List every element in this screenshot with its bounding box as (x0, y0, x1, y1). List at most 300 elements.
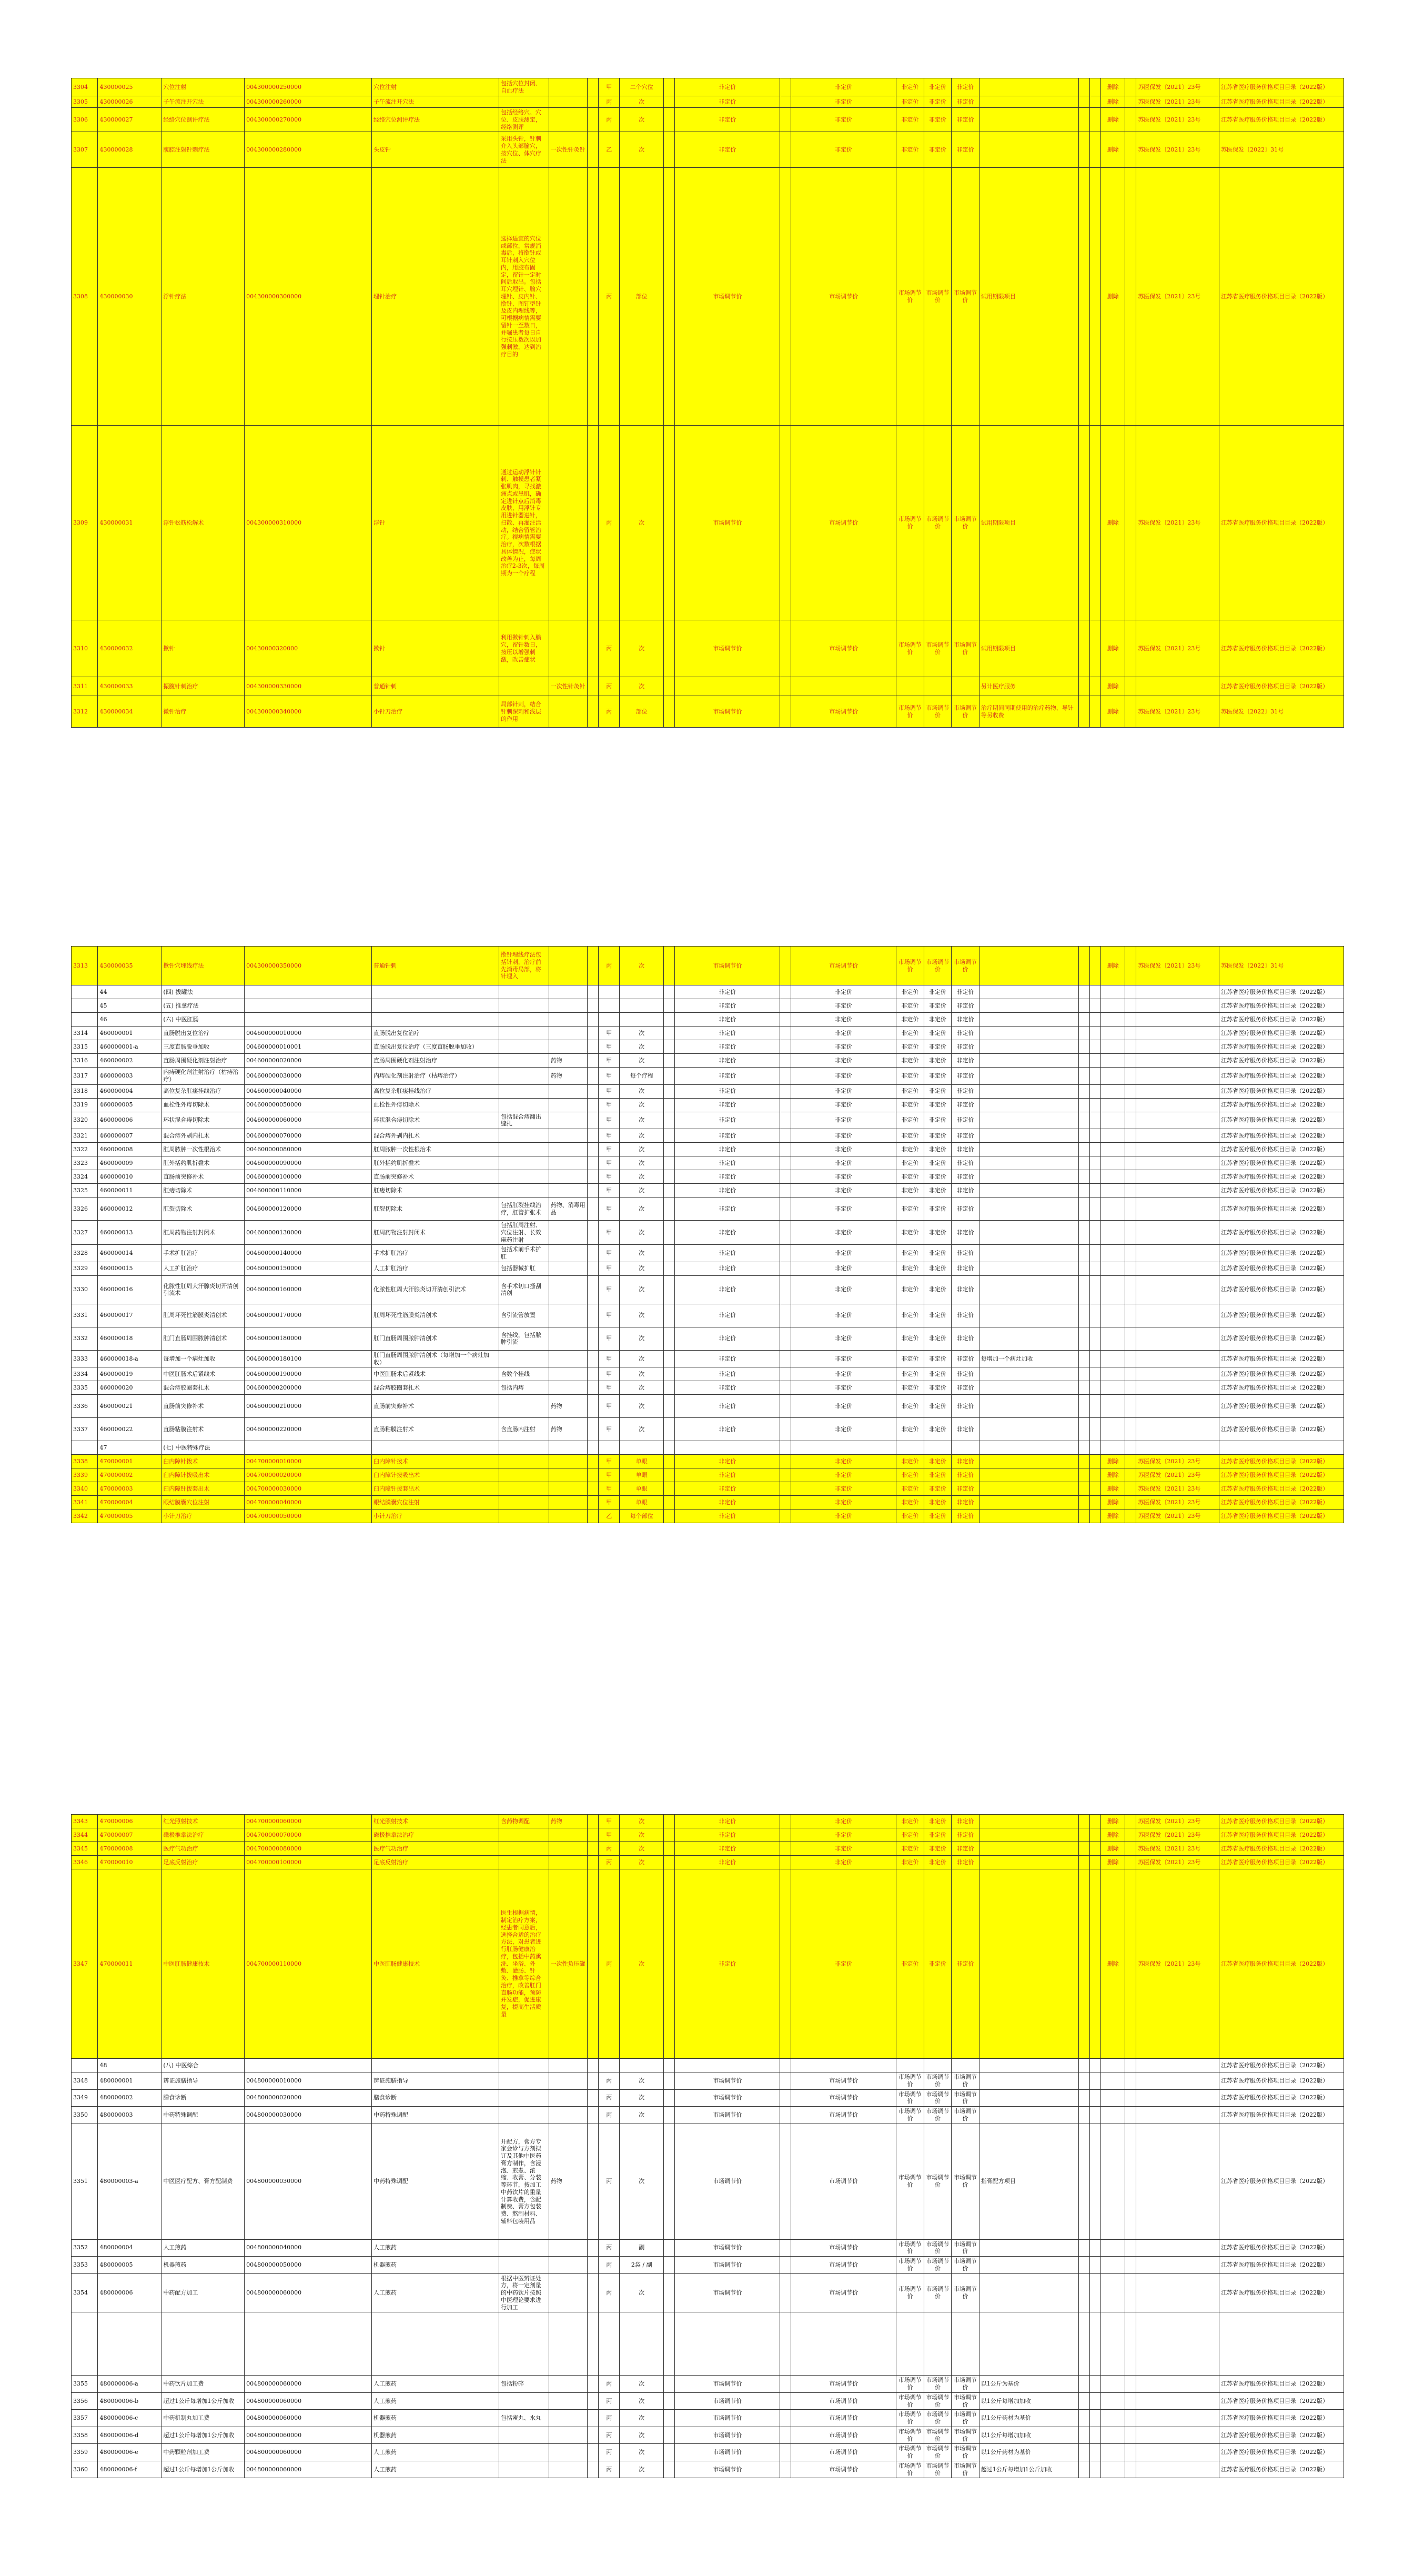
table-cell: 删除 (1101, 1482, 1125, 1496)
table-cell: 004600000150000 (245, 1262, 372, 1275)
table-cell: 3327 (72, 1221, 98, 1245)
table-cell: 一次性针灸针 (549, 132, 588, 168)
table-cell (549, 2392, 588, 2410)
table-cell: 次 (620, 2072, 664, 2090)
table-cell: 非定价 (924, 1221, 952, 1245)
table-cell (1125, 2273, 1136, 2312)
table-cell (979, 2257, 1078, 2274)
table-cell: 非定价 (675, 1156, 780, 1170)
table-cell: 460000016 (98, 1275, 161, 1304)
table-cell: 江苏省医疗服务价格项目目录（2022版） (1219, 426, 1344, 620)
table-cell: 非定价 (952, 96, 979, 108)
table-cell: 非定价 (896, 1418, 924, 1441)
table-cell (549, 1245, 588, 1262)
table-cell: 市场调节价 (952, 2461, 979, 2478)
table-cell (780, 1367, 791, 1381)
table-cell: 非定价 (924, 1350, 952, 1367)
table-cell: 江苏省医疗服务价格项目目录（2022版） (1219, 1869, 1344, 2059)
table-cell (1125, 985, 1136, 999)
table-cell (1101, 2376, 1125, 2393)
table-cell: 非定价 (896, 1482, 924, 1496)
table-row (72, 168, 1344, 426)
table-cell (1136, 2059, 1219, 2072)
table-cell (780, 1262, 791, 1275)
table-cell (664, 1815, 675, 1828)
table-cell: 删除 (1101, 1828, 1125, 1842)
table-cell (1136, 1381, 1219, 1395)
table-cell (1090, 1262, 1101, 1275)
table-cell (1136, 1418, 1219, 1441)
table-cell (599, 999, 620, 1013)
table-cell (549, 1170, 588, 1184)
table-cell: 包括经络穴、穴位、皮肤测定，经络测评 (499, 108, 549, 132)
table-cell: 医生根据病情，制定治疗方案，经患者同意后，选择合适的治疗方法，对患者进行肛肠健康治疗，包括中药熏洗、坐浴、外敷、灌肠、针灸、推拿等综合治疗，改善肛门直肠功能，预防并发症，促进康复，提高生活质量 (499, 1869, 549, 2059)
table-cell (1101, 1068, 1125, 1085)
table-cell (1136, 2427, 1219, 2444)
table-cell: 血栓性外痔切除术 (372, 1098, 499, 1112)
table-cell (1079, 2107, 1090, 2124)
table-cell: 非定价 (896, 1395, 924, 1418)
table-cell (1125, 1143, 1136, 1156)
table-cell: 指膏配方项目 (979, 2124, 1078, 2239)
table-cell (1090, 677, 1101, 696)
table-cell: 非定价 (952, 1510, 979, 1523)
table-cell (1125, 1129, 1136, 1143)
table-cell: 丙 (599, 677, 620, 696)
table-cell (780, 1054, 791, 1068)
table-cell (1101, 2427, 1125, 2444)
table-cell: 004700000100000 (245, 1856, 372, 1869)
table-cell: 3346 (72, 1856, 98, 1869)
table-cell: 环状混合痔切除术 (161, 1112, 245, 1129)
table-cell (979, 1815, 1078, 1828)
table-cell: 2袋 / 副 (620, 2257, 664, 2274)
table-row (72, 999, 1344, 1013)
table-cell (499, 1350, 549, 1367)
table-cell (499, 2257, 549, 2274)
table-cell: 小针刀治疗 (372, 696, 499, 728)
table-cell: 非定价 (896, 1084, 924, 1098)
table-cell (780, 1395, 791, 1418)
table-cell (549, 2107, 588, 2124)
table-cell (1079, 1143, 1090, 1156)
table-cell (780, 426, 791, 620)
table-cell: 460000009 (98, 1156, 161, 1170)
table-cell: 非定价 (952, 1815, 979, 1828)
table-cell: 江苏省医疗服务价格项目目录（2022版） (1219, 2410, 1344, 2427)
table-cell: 环状混合痔切除术 (372, 1112, 499, 1129)
table-cell (1101, 1054, 1125, 1068)
table-cell (1079, 426, 1090, 620)
table-cell (780, 1084, 791, 1098)
table-cell: 另计医疗服务 (979, 677, 1078, 696)
table-cell: 460000021 (98, 1395, 161, 1418)
table-cell: 市场调节价 (675, 696, 780, 728)
table-cell: 非定价 (791, 1510, 896, 1523)
table-cell: 苏医保发〔2021〕23号 (1136, 1828, 1219, 1842)
table-cell: 直肠前突修补术 (161, 1395, 245, 1418)
table-cell (1101, 2072, 1125, 2090)
table-cell: 非定价 (791, 1468, 896, 1482)
table-cell (1125, 1468, 1136, 1482)
table-cell: 丙 (599, 1842, 620, 1856)
table-cell: 市场调节价 (675, 2273, 780, 2312)
table-cell (1136, 1327, 1219, 1350)
table-cell (979, 1170, 1078, 1184)
table-cell: 430000026 (98, 96, 161, 108)
table-cell: 甲 (599, 1143, 620, 1156)
table-cell (675, 677, 780, 696)
table-cell: 苏医保发〔2021〕23号 (1136, 1496, 1219, 1510)
table-cell (1136, 2273, 1219, 2312)
table-cell: 含挂线，包括脓肿引流 (499, 1327, 549, 1350)
table-cell (1079, 999, 1090, 1013)
table-cell: 3348 (72, 2072, 98, 2090)
table-cell (72, 985, 98, 999)
table-cell: 江苏省医疗服务价格项目目录（2022版） (1219, 1098, 1344, 1112)
table-cell: 非定价 (791, 1482, 896, 1496)
table-cell: 3308 (72, 168, 98, 426)
table-cell: 江苏省医疗服务价格项目目录（2022版） (1219, 2072, 1344, 2090)
table-cell (1079, 1098, 1090, 1112)
table-cell: 3359 (72, 2444, 98, 2461)
table-cell (979, 2273, 1078, 2312)
table-cell: 次 (620, 1304, 664, 1327)
table-cell (979, 2089, 1078, 2107)
table-cell: 江苏省医疗服务价格项目目录（2022版） (1219, 677, 1344, 696)
table-cell: 药物 (549, 1068, 588, 1085)
table-cell (1125, 1869, 1136, 2059)
table-cell: 甲 (599, 1170, 620, 1184)
table-cell (549, 2376, 588, 2393)
table-cell: 非定价 (896, 1098, 924, 1112)
table-cell (780, 2444, 791, 2461)
table-cell: 苏医保发〔2021〕23号 (1136, 1510, 1219, 1523)
table-cell: 次 (620, 947, 664, 985)
table-cell (664, 1381, 675, 1395)
table-cell (588, 1869, 599, 2059)
table-cell: 004800000060000 (245, 2427, 372, 2444)
table-cell: 3318 (72, 1084, 98, 1098)
table-cell: 每个部位 (620, 1510, 664, 1523)
table-cell: 3326 (72, 1198, 98, 1221)
table-cell: 非定价 (924, 1068, 952, 1085)
table-row (72, 1482, 1344, 1496)
table-cell: 3338 (72, 1455, 98, 1468)
table-cell: 004800000060000 (245, 2461, 372, 2478)
table-cell (664, 1828, 675, 1842)
table-cell (1079, 2312, 1090, 2376)
table-cell: 市场调节价 (924, 696, 952, 728)
table-cell (1101, 1275, 1125, 1304)
table-cell (780, 132, 791, 168)
table-cell: 甲 (599, 1418, 620, 1441)
table-cell (549, 1856, 588, 1869)
table-cell: 非定价 (675, 1381, 780, 1395)
table-cell: 市场调节价 (952, 2376, 979, 2393)
table-cell (1079, 1245, 1090, 1262)
table-cell (98, 2312, 161, 2376)
table-cell: 非定价 (675, 96, 780, 108)
table-cell: 次 (620, 1381, 664, 1395)
table-cell (1079, 2427, 1090, 2444)
table-cell (1101, 985, 1125, 999)
table-cell: 市场调节价 (791, 2089, 896, 2107)
table-cell (588, 1468, 599, 1482)
table-cell (1125, 1156, 1136, 1170)
table-cell (664, 1156, 675, 1170)
table-cell (952, 2312, 979, 2376)
table-cell: 膳食诊断 (372, 2089, 499, 2107)
table-cell: 丙 (599, 2239, 620, 2257)
table-cell (1090, 1496, 1101, 1510)
table-cell: 苏医保发〔2021〕23号 (1136, 1482, 1219, 1496)
table-cell: 非定价 (952, 1129, 979, 1143)
table-cell: 试用期限项目 (979, 620, 1078, 677)
table-cell: 丙 (599, 2410, 620, 2427)
table-cell (588, 1482, 599, 1496)
table-cell: 人工煎药 (372, 2392, 499, 2410)
table-cell: 非定价 (952, 1327, 979, 1350)
table-cell: 江苏省医疗服务价格项目目录（2022版） (1219, 1143, 1344, 1156)
table-cell: 非定价 (675, 1510, 780, 1523)
table-cell: 子午流注开穴法 (372, 96, 499, 108)
table-cell: 480000003 (98, 2107, 161, 2124)
table-cell: 试用期限项目 (979, 168, 1078, 426)
table-cell (664, 2273, 675, 2312)
table-cell: 非定价 (952, 999, 979, 1013)
table-cell (588, 1510, 599, 1523)
table-cell: 市场调节价 (675, 2089, 780, 2107)
table-cell (664, 1350, 675, 1367)
table-cell (588, 1040, 599, 1054)
table-cell: 江苏省医疗服务价格项目目录（2022版） (1219, 1842, 1344, 1856)
table-cell: 非定价 (924, 1245, 952, 1262)
table-cell (588, 1112, 599, 1129)
table-cell (1090, 1418, 1101, 1441)
table-cell (549, 2059, 588, 2072)
table-cell (1090, 1013, 1101, 1027)
table-cell (499, 1482, 549, 1496)
table-cell (549, 696, 588, 728)
table-cell: 机器煎药 (161, 2257, 245, 2274)
table-cell (549, 1013, 588, 1027)
table-cell (952, 1441, 979, 1455)
table-cell (588, 1245, 599, 1262)
table-cell (549, 1129, 588, 1143)
table-cell (1101, 1040, 1125, 1054)
table-cell (664, 620, 675, 677)
table-row (72, 1869, 1344, 2059)
table-cell: 480000001 (98, 2072, 161, 2090)
price-table-block-1 (71, 78, 1344, 728)
table-cell: 揿针 (372, 620, 499, 677)
table-cell: 含引流管放置 (499, 1304, 549, 1327)
table-cell (664, 1170, 675, 1184)
table-cell: 药物、消毒用品 (549, 1198, 588, 1221)
table-cell (664, 1496, 675, 1510)
table-cell: 直肠周围硬化剂注射治疗 (161, 1054, 245, 1068)
table-cell (588, 1367, 599, 1381)
table-cell (1125, 1482, 1136, 1496)
table-cell (1101, 2273, 1125, 2312)
table-cell (1090, 985, 1101, 999)
table-cell (1101, 2257, 1125, 2274)
table-cell (588, 1828, 599, 1842)
table-cell: 市场调节价 (675, 2427, 780, 2444)
table-cell (372, 999, 499, 1013)
table-cell: 3347 (72, 1869, 98, 2059)
table-cell: 机器煎药 (372, 2410, 499, 2427)
table-cell: 江苏省医疗服务价格项目目录（2022版） (1219, 168, 1344, 426)
table-row (72, 426, 1344, 620)
table-row (72, 1027, 1344, 1040)
table-cell: 3350 (72, 2107, 98, 2124)
table-cell (1125, 2239, 1136, 2257)
table-cell: 非定价 (791, 1112, 896, 1129)
table-cell (1125, 1856, 1136, 1869)
table-cell (1101, 1245, 1125, 1262)
table-cell: 非定价 (896, 1828, 924, 1842)
table-cell: 非定价 (791, 1170, 896, 1184)
table-cell: 非定价 (924, 1815, 952, 1828)
table-cell: 次 (620, 96, 664, 108)
table-cell: 次 (620, 1084, 664, 1098)
table-cell (1079, 677, 1090, 696)
table-cell (588, 2072, 599, 2090)
table-cell: 市场调节价 (791, 620, 896, 677)
table-cell (1090, 947, 1101, 985)
table-cell (1090, 2059, 1101, 2072)
table-cell (664, 1245, 675, 1262)
table-cell: 非定价 (675, 1098, 780, 1112)
table-cell: 市场调节价 (952, 696, 979, 728)
table-cell (979, 1455, 1078, 1468)
table-cell (664, 1040, 675, 1054)
table-cell (979, 1112, 1078, 1129)
table-cell (1079, 1129, 1090, 1143)
table-cell (499, 1170, 549, 1184)
table-cell (1136, 2107, 1219, 2124)
table-cell: 次 (620, 2107, 664, 2124)
table-cell: 直肠前突修补术 (372, 1395, 499, 1418)
table-cell (588, 96, 599, 108)
table-cell (588, 1395, 599, 1418)
table-cell: 非定价 (675, 1856, 780, 1869)
table-cell (664, 132, 675, 168)
table-cell: 非定价 (675, 1828, 780, 1842)
table-cell (1219, 2312, 1344, 2376)
table-cell: 非定价 (952, 1828, 979, 1842)
table-cell: 市场调节价 (924, 2376, 952, 2393)
table-cell: 江苏省医疗服务价格项目目录（2022版） (1219, 1350, 1344, 1367)
table-cell: 市场调节价 (924, 168, 952, 426)
table-cell: 430000031 (98, 426, 161, 620)
table-cell (245, 985, 372, 999)
table-cell: 市场调节价 (896, 2410, 924, 2427)
table-cell: 市场调节价 (952, 426, 979, 620)
table-cell: 3330 (72, 1275, 98, 1304)
table-cell: 一次性针灸针 (549, 677, 588, 696)
table-cell: 江苏省医疗服务价格项目目录（2022版） (1219, 1496, 1344, 1510)
table-cell (780, 108, 791, 132)
table-cell: 直肠粘膜注射术 (161, 1418, 245, 1441)
table-cell (1125, 696, 1136, 728)
table-cell: (四) 拔罐法 (161, 985, 245, 999)
table-row (72, 1441, 1344, 1455)
table-cell: 试用期限项目 (979, 426, 1078, 620)
table-cell: 非定价 (675, 1129, 780, 1143)
table-cell: 删除 (1101, 168, 1125, 426)
table-cell (1079, 1013, 1090, 1027)
table-cell: 二个穴位 (620, 78, 664, 96)
table-cell (780, 1027, 791, 1040)
table-cell (599, 1013, 620, 1027)
table-row (72, 1068, 1344, 1085)
table-cell (664, 1395, 675, 1418)
table-cell (1090, 1828, 1101, 1842)
table-cell: 非定价 (952, 1496, 979, 1510)
table-cell (1136, 1027, 1219, 1040)
table-cell (1125, 1198, 1136, 1221)
table-cell (1136, 2072, 1219, 2090)
table-cell (979, 1084, 1078, 1098)
table-cell (1090, 1856, 1101, 1869)
table-cell (588, 1496, 599, 1510)
table-cell: 次 (620, 2427, 664, 2444)
table-cell (72, 2059, 98, 2072)
table-cell: 市场调节价 (675, 947, 780, 985)
table-cell (1090, 78, 1101, 96)
table-cell: 非定价 (924, 132, 952, 168)
table-cell (664, 1482, 675, 1496)
table-cell: 腹腔注射针刺疗法 (161, 132, 245, 168)
table-cell (780, 1327, 791, 1350)
table-cell: 非定价 (896, 96, 924, 108)
table-cell: 市场调节价 (675, 168, 780, 426)
table-cell: 次 (620, 1856, 664, 1869)
table-cell: 非定价 (791, 1040, 896, 1054)
table-cell (1079, 1367, 1090, 1381)
table-cell: 430000025 (98, 78, 161, 96)
table-cell (979, 1869, 1078, 2059)
table-cell: 3333 (72, 1350, 98, 1367)
table-cell (780, 2257, 791, 2274)
table-cell: 选择适宜的穴位或部位，常规消毒后，将揿针或耳针刺入穴位内，用胶布固定，留针一定时间后取出。包括耳穴埋针、腧穴埋针、皮内针、揿针、图钉型针及皮内埋线等，可根据病情需要留针一至数日，并嘱患者每日自行按压数次以加强刺激，达到治疗目的 (499, 168, 549, 426)
table-cell: 治疗期间同期使用的治疗药物、导针等另收费 (979, 696, 1078, 728)
table-cell: 非定价 (952, 108, 979, 132)
table-cell (499, 1027, 549, 1040)
table-cell: 江苏省医疗服务价格项目目录（2022版） (1219, 2427, 1344, 2444)
table-cell (549, 1842, 588, 1856)
table-cell: 中药颗粒剂加工费 (161, 2444, 245, 2461)
table-cell (1079, 1112, 1090, 1129)
table-row (72, 1856, 1344, 1869)
table-cell (549, 2444, 588, 2461)
table-cell: 机器煎药 (372, 2427, 499, 2444)
table-row (72, 1129, 1344, 1143)
table-cell (664, 1510, 675, 1523)
table-cell (780, 2427, 791, 2444)
table-cell: 非定价 (675, 1262, 780, 1275)
table-cell (1136, 2444, 1219, 2461)
table-cell: 苏医保发〔2022〕31号 (1219, 696, 1344, 728)
table-cell (549, 1828, 588, 1842)
table-cell: 非定价 (924, 1482, 952, 1496)
table-cell (664, 999, 675, 1013)
table-cell (1090, 1441, 1101, 1455)
table-cell: 江苏省医疗服务价格项目目录（2022版） (1219, 1068, 1344, 1085)
